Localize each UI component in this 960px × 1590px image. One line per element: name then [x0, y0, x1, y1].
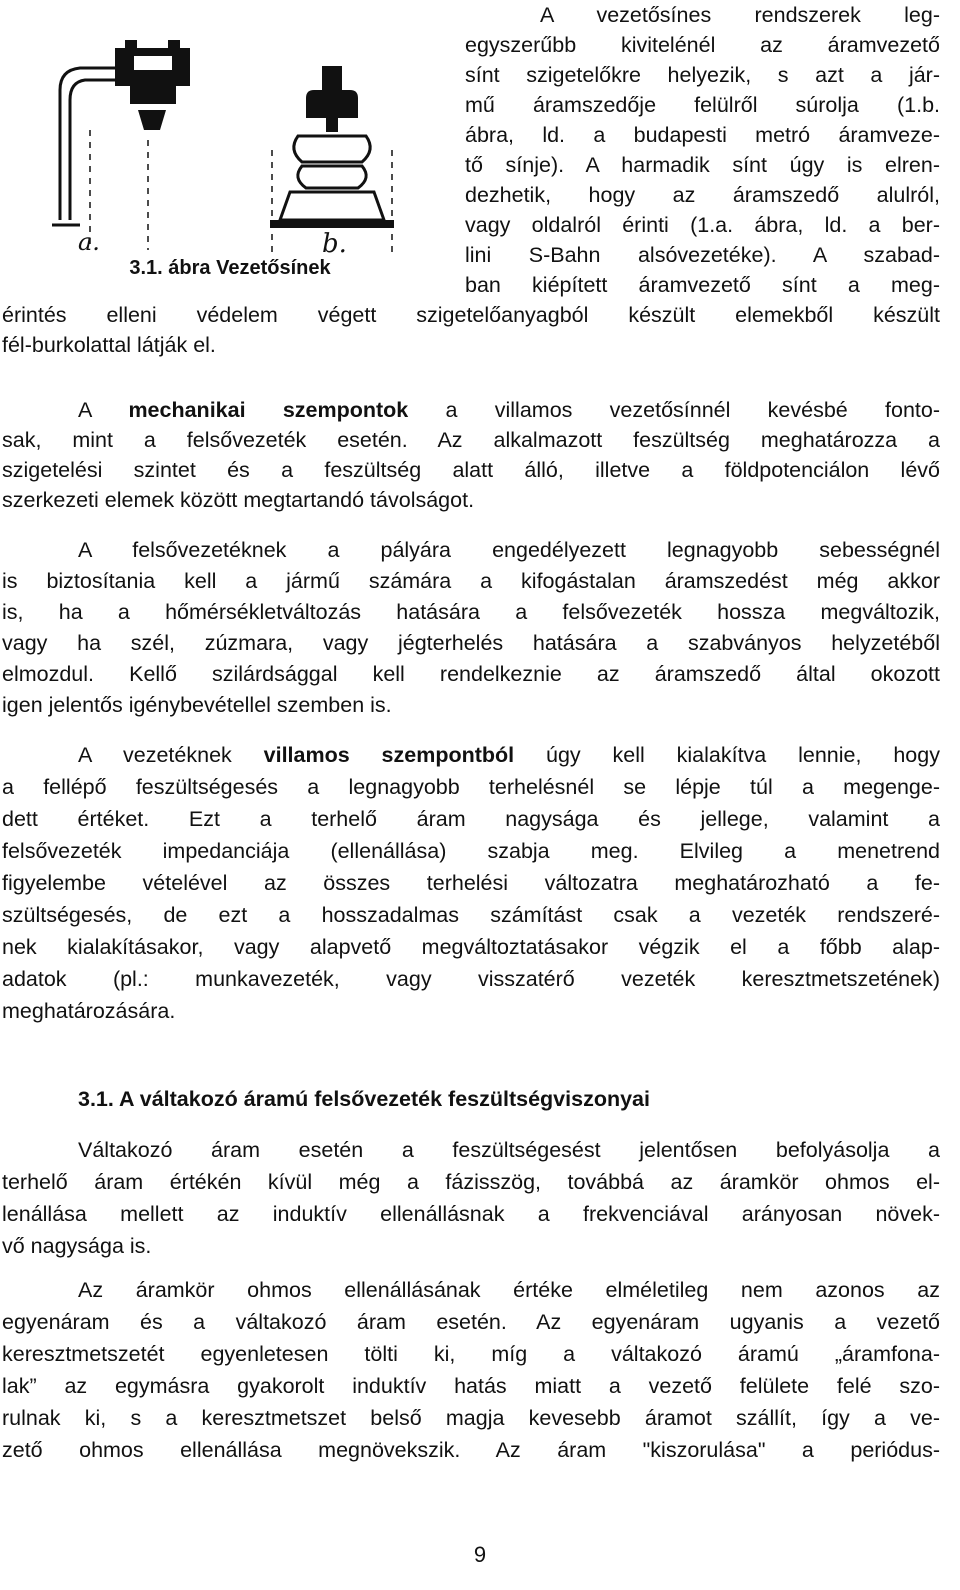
intro-line: fél-burkolattal látják el. — [2, 333, 216, 357]
electrical-line: szültségesés, de ezt a hosszadalmas számítást csak a vezeték rendszeré- — [2, 903, 940, 927]
text-span: úgy kell kialakítva lennie, hogy — [514, 743, 940, 767]
text-span: A vezetéknek — [78, 743, 264, 767]
electrical-line: a fellépő feszültségesés a legnagyobb terhelésnél se lépje túl a megenge- — [2, 775, 940, 799]
ac-line: lenállása mellett az induktív ellenállásnak a frekvenciával arányosan növek- — [2, 1202, 940, 1226]
intro-line: dezhetik, hogy az áramszedő alulról, — [465, 183, 940, 207]
overhead-line: is, ha a hőmérsékletváltozás hatására a felsővezeték hossza megváltozik, — [2, 600, 940, 624]
section-heading: 3.1. A váltakozó áramú felsővezeték feszültségviszonyai — [78, 1087, 650, 1111]
resistance-line: Az áramkör ohmos ellenállásának értéke elméletileg nem azonos az — [78, 1278, 940, 1302]
mechanical-line — [78, 395, 940, 425]
electrical-line: felsővezeték impedanciája (ellenállása) szabja meg. Elvileg a menetrend — [2, 839, 940, 863]
overhead-line: is biztosítania kell a jármű számára a kifogástalan áramszedést még akkor — [2, 569, 940, 593]
text-span: A — [78, 398, 129, 422]
resistance-line: lak” az egymásra gyakorolt induktív hatás miatt a vezető felülete felé szo- — [2, 1374, 940, 1398]
overhead-line: A felsővezetéknek a pályára engedélyezett legnagyobb sebességnél — [78, 538, 940, 562]
electrical-line: figyelembe vételével az összes terhelési változatra meghatározható a fe- — [2, 871, 940, 895]
overhead-line: elmozdul. Kellő szilárdsággal kell rendelkeznie az áramszedő által okozott — [2, 662, 940, 686]
mechanical-line: szerkezeti elemek között megtartandó távolságot. — [2, 488, 475, 512]
mechanical-line: szigetelési szintet és a feszültség alatt álló, illetve a földpotenciálon lévő — [2, 458, 940, 482]
label-b: b. — [322, 229, 347, 259]
intro-line: tő sínje). A harmadik sínt úgy is elren- — [465, 153, 940, 177]
electrical-line: meghatározására. — [2, 999, 176, 1023]
resistance-line: keresztmetszetét egyenletesen tölti ki, míg a váltakozó áramú „áramfona- — [2, 1342, 940, 1366]
text-span: a villamos vezetősínnél kevésbé fonto- — [408, 398, 940, 422]
mechanical-line: sak, mint a felsővezeték esetén. Az alkalmazott feszültség meghatározza a — [2, 428, 940, 452]
label-a: a. — [78, 228, 100, 256]
intro-line: lini S-Bahn alsóvezetéke). A szabad- — [465, 243, 940, 267]
electrical-line: nek kialakításakor, vagy alapvető megváltoztatásakor végzik el a főbb alap- — [2, 935, 940, 959]
resistance-line: egyenáram és a váltakozó áram esetén. Az egyenáram ugyanis a vezető — [2, 1310, 940, 1334]
emphasis-mechanical: mechanikai szempontok — [128, 398, 409, 422]
intro-line: mű áramszedője felülről súrolja (1.b. — [465, 93, 940, 117]
resistance-line: rulnak ki, s a keresztmetszet belső magja kevesebb áramot szállít, így a ve- — [2, 1406, 940, 1430]
figure-caption: 3.1. ábra Vezetősínek — [129, 257, 331, 279]
emphasis-electrical: villamos szempontból — [263, 743, 515, 767]
overhead-line: igen jelentős igénybevétellel szemben is. — [2, 693, 392, 717]
intro-line: ábra, ld. a budapesti metró áramveze- — [465, 123, 940, 147]
ac-line: vő nagysága is. — [2, 1234, 152, 1258]
electrical-line — [78, 740, 940, 770]
intro-line: érintés elleni védelem végett szigetelőanyagból készült elemekből készült — [2, 303, 940, 327]
conductor-rail-drawing — [40, 20, 450, 260]
page-number: 9 — [473, 1542, 487, 1567]
intro-line: ban kiépített áramvezető sínt a meg- — [465, 273, 940, 297]
intro-line: sínt szigetelőkre helyezik, s azt a jár- — [465, 63, 940, 87]
resistance-line: zető ohmos ellenállása megnövekszik. Az áram "kiszorulása" a periódus- — [2, 1438, 940, 1462]
intro-line: egyszerűbb kivitelénél az áramvezető — [465, 33, 940, 57]
intro-line: vagy oldalról érinti (1.a. ábra, ld. a ber- — [465, 213, 940, 237]
ac-line: terhelő áram értékén kívül még a fázisszög, továbbá az áramkör ohmos el- — [2, 1170, 940, 1194]
ac-line: Váltakozó áram esetén a feszültségesést jelentősen befolyásolja a — [78, 1138, 940, 1162]
overhead-line: vagy ha szél, zúzmara, vagy jégterhelés hatására a szabványos helyzetéből — [2, 631, 940, 655]
electrical-line: dett értéket. Ezt a terhelő áram nagysága és jellege, valamint a — [2, 807, 940, 831]
intro-line: A vezetősínes rendszerek leg- — [540, 3, 940, 27]
electrical-line: adatok (pl.: munkavezeték, vagy visszatérő vezeték keresztmetszetének) — [2, 967, 940, 991]
